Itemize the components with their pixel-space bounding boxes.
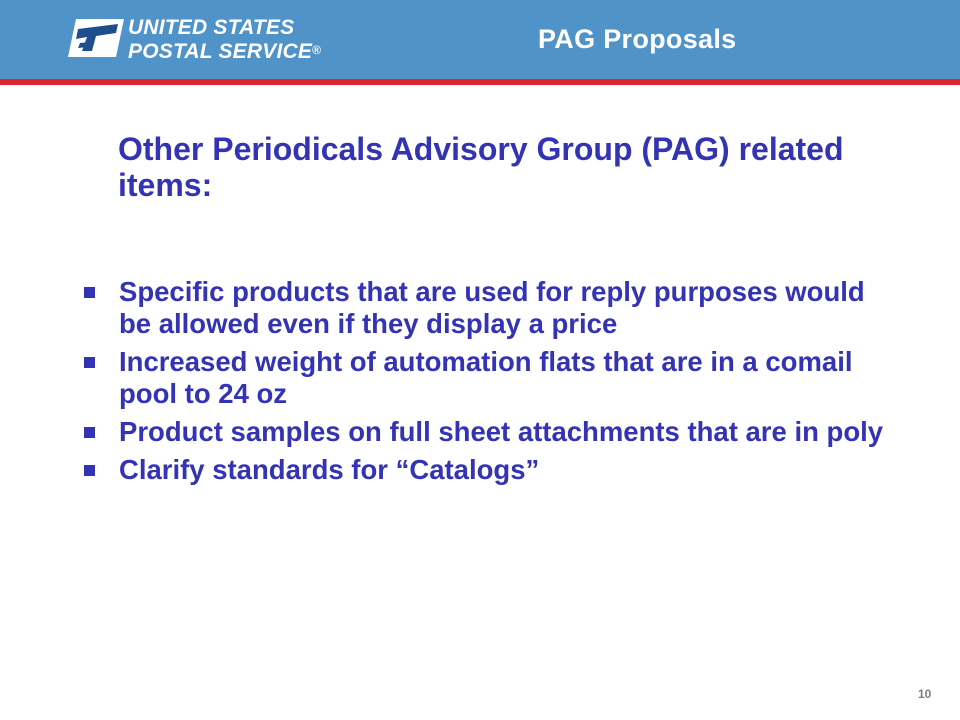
registered-mark: ® bbox=[312, 43, 322, 57]
bullet-text: Product samples on full sheet attachments that are in poly bbox=[119, 416, 884, 447]
usps-logo bbox=[66, 13, 322, 67]
slide-heading: Other Periodicals Advisory Group (PAG) related items: bbox=[118, 131, 844, 203]
bullet-text: Specific products that are used for reply purposes would be allowed even if they display a price bbox=[119, 276, 865, 339]
logo-wordmark bbox=[128, 16, 321, 63]
header-divider bbox=[0, 79, 960, 85]
bullet-text: Clarify standards for “Catalogs” bbox=[119, 454, 540, 485]
bullet-item bbox=[84, 346, 884, 410]
header-title: PAG Proposals bbox=[538, 24, 737, 54]
logo-line-1: UNITED STATES bbox=[128, 16, 295, 39]
bullet-list bbox=[84, 276, 884, 492]
bullet-item bbox=[84, 276, 884, 340]
page-number: 10 bbox=[918, 687, 932, 701]
bullet-square-icon bbox=[84, 357, 95, 368]
logo-line-2-text: POSTAL SERVICE bbox=[128, 40, 313, 63]
bullet-square-icon bbox=[84, 287, 95, 298]
bullet-square-icon bbox=[84, 465, 95, 476]
bullet-square-icon bbox=[84, 427, 95, 438]
bullet-text: Increased weight of automation flats that are in a comail pool to 24 oz bbox=[119, 346, 853, 409]
bullet-item bbox=[84, 416, 884, 448]
bullet-item bbox=[84, 454, 884, 486]
eagle-logo-icon bbox=[66, 17, 124, 59]
logo-line-2 bbox=[128, 39, 321, 63]
